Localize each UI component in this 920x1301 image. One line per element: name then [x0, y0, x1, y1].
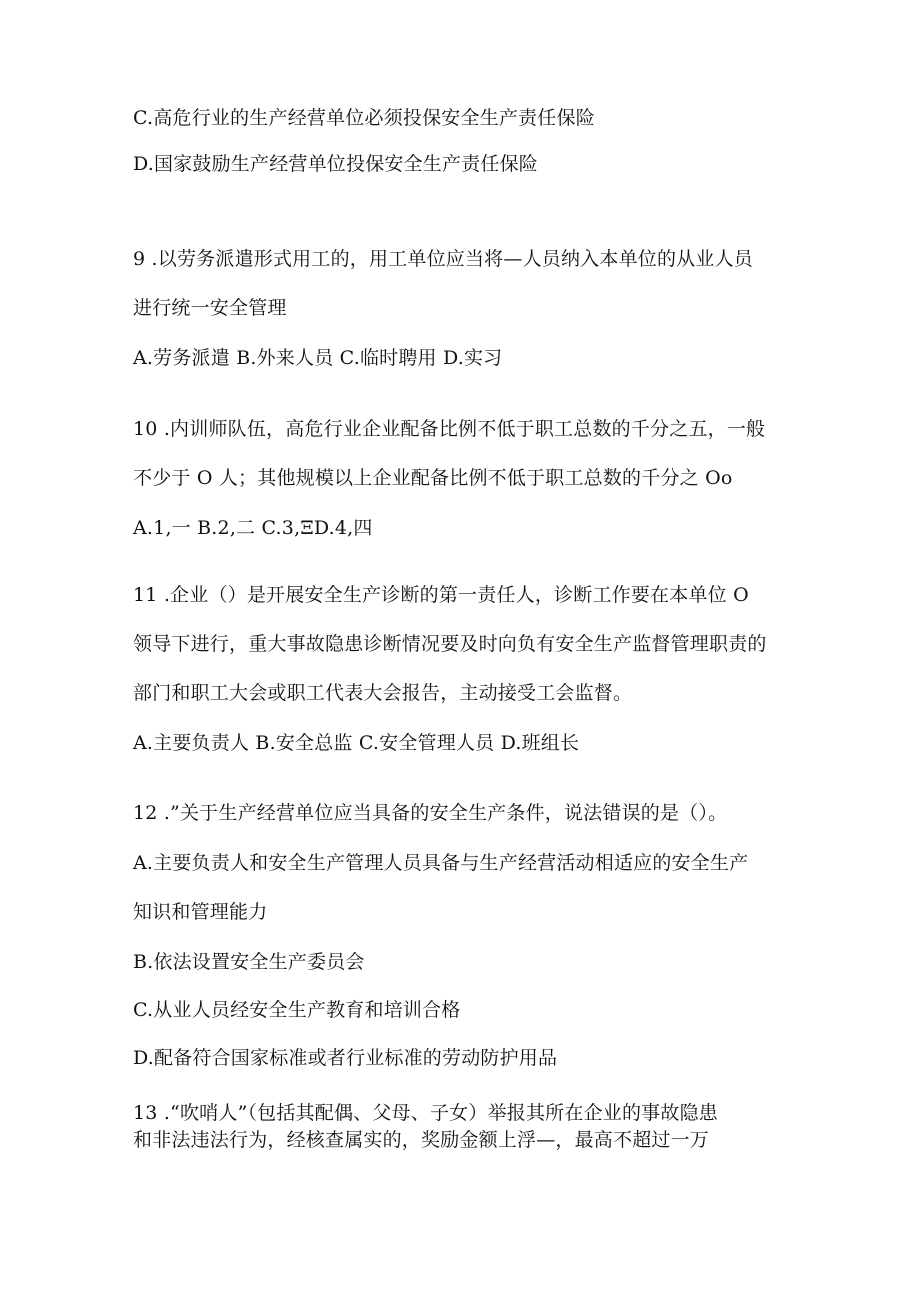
question-9-line-1: 9 .以劳务派遣形式用工的，用工单位应当将—人员纳入本单位的从业人员	[133, 248, 753, 270]
question-10-line-1: 10 .内训师队伍，高危行业企业配备比例不低于职工总数的千分之五，一般	[133, 418, 766, 440]
question-10-options: A.1,一 B.2,二 C.3,ΞD.4,四	[133, 517, 373, 539]
question-12-option-a-line-1: A.主要负责人和安全生产管理人员具备与生产经营活动相适应的安全生产	[133, 852, 749, 874]
question-11-options: A.主要负责人 B.安全总监 C.安全管理人员 D.班组长	[133, 732, 580, 754]
question-9-line-2: 进行统一安全管理	[133, 297, 287, 319]
question-11-line-2: 领导下进行，重大事故隐患诊断情况要及时向负有安全生产监督管理职责的	[133, 633, 767, 655]
question-10-line-2: 不少于 O 人；其他规模以上企业配备比例不低于职工总数的千分之 Oo	[133, 467, 733, 489]
option-c-q8: C.高危行业的生产经营单位必须投保安全生产责任保险	[133, 107, 595, 129]
question-12-option-a-line-2: 知识和管理能力	[133, 901, 268, 923]
question-12-option-b: B.依法设置安全生产委员会	[133, 951, 365, 973]
question-13-line-1: 13 .“吹哨人”（包括其配偶、父母、子女）举报其所在企业的事故隐患	[133, 1102, 718, 1124]
option-d-q8: D.国家鼓励生产经营单位投保安全生产责任保险	[133, 153, 538, 175]
question-12-stem: 12 .”关于生产经营单位应当具备的安全生产条件，说法错误的是（）。	[133, 802, 728, 824]
question-9-options: A.劳务派遣 B.外来人员 C.临时聘用 D.实习	[133, 347, 503, 369]
question-11-line-3: 部门和职工大会或职工代表大会报告，主动接受工会监督。	[133, 682, 633, 704]
question-12-option-d: D.配备符合国家标准或者行业标准的劳动防护用品	[133, 1047, 558, 1069]
question-11-line-1: 11 .企业（）是开展安全生产诊断的第一责任人，诊断工作要在本单位 O	[133, 584, 749, 606]
question-12-option-c: C.从业人员经安全生产教育和培训合格	[133, 999, 461, 1021]
question-13-line-2: 和非法违法行为，经核查属实的，奖励金额上浮—，最高不超过一万	[133, 1129, 710, 1151]
